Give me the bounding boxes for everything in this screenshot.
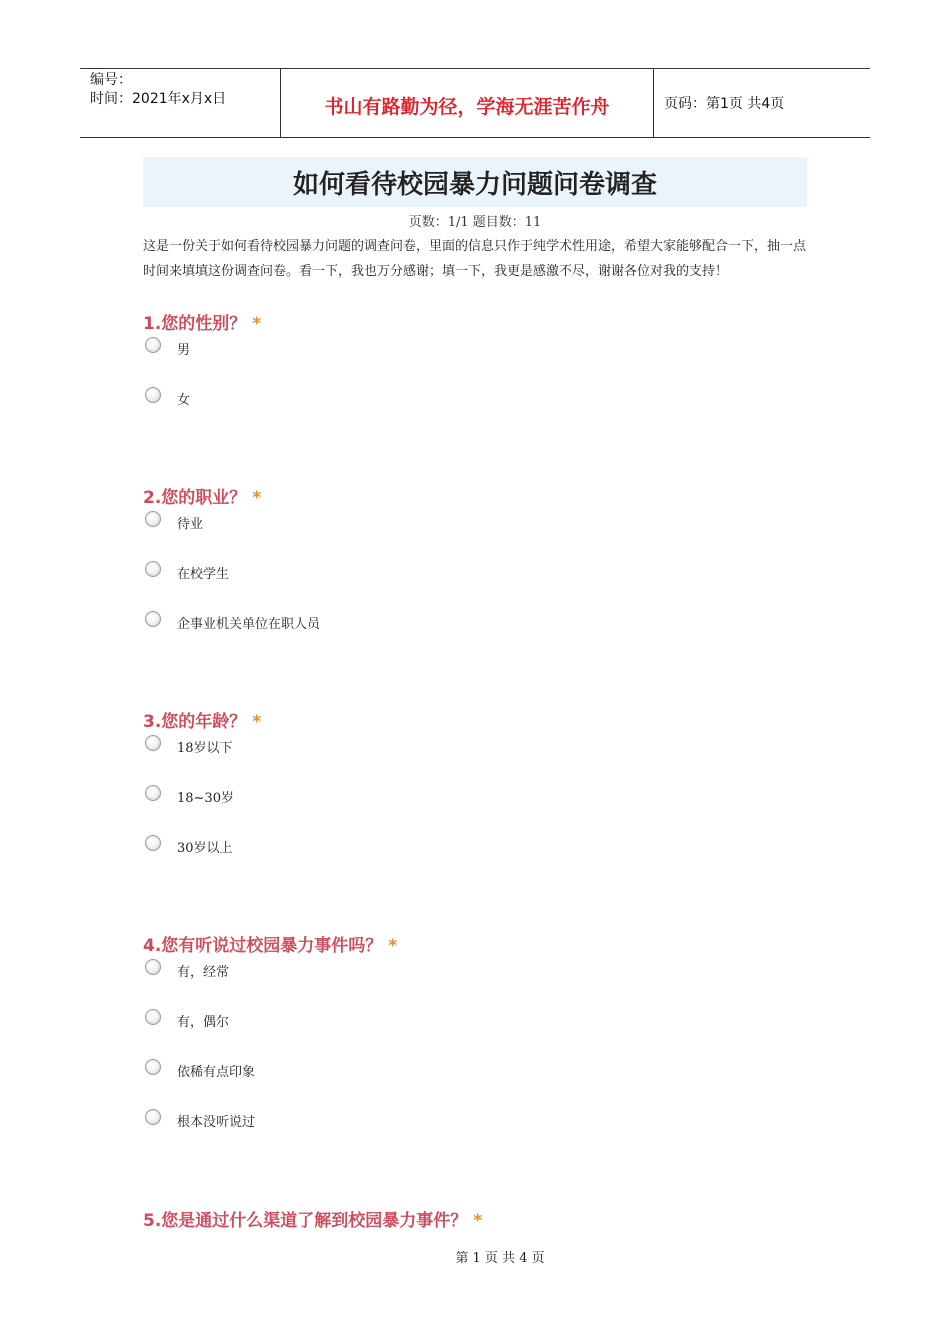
survey-intro: 这是一份关于如何看待校园暴力问题的调查问卷，里面的信息只作于纯学术性用途，希望大家能够配合一下，抽一点时间来填填这份调查问卷。看一下，我也万分感谢；填一下，我更是感激不尽，谢谢各位对我的支持！ xyxy=(143,239,807,279)
required-star: * xyxy=(252,488,262,508)
header-motto: 书山有路勤为径，学海无涯苦作舟 xyxy=(281,69,654,137)
radio-button[interactable] xyxy=(145,1059,161,1075)
option-label: 18~30岁 xyxy=(177,791,234,806)
question-5-title xyxy=(143,1206,482,1231)
radio-button[interactable] xyxy=(145,1109,161,1125)
option-label: 有，经常 xyxy=(177,965,230,980)
required-star: * xyxy=(252,712,262,732)
option-label: 企事业机关单位在职人员 xyxy=(177,617,321,632)
option-label: 男 xyxy=(177,343,191,358)
radio-button[interactable] xyxy=(145,1009,161,1025)
radio-button[interactable] xyxy=(145,959,161,975)
header-meta-cell xyxy=(80,69,281,137)
page-footer: 第 1 页 共 4 页 xyxy=(455,1251,545,1266)
question-3-text: 3.您的年龄？ xyxy=(143,712,247,732)
question-2-text: 2.您的职业？ xyxy=(143,488,247,508)
question-4-title xyxy=(143,931,397,956)
radio-button[interactable] xyxy=(145,511,161,527)
required-star: * xyxy=(473,1211,483,1231)
radio-button[interactable] xyxy=(145,785,161,801)
option-label: 有，偶尔 xyxy=(177,1015,230,1030)
required-star: * xyxy=(388,936,398,956)
option-label: 在校学生 xyxy=(177,567,230,582)
survey-title: 如何看待校园暴力问题问卷调查 xyxy=(143,157,807,207)
option-label: 女 xyxy=(177,393,191,408)
radio-button[interactable] xyxy=(145,835,161,851)
survey-meta: 页数：1/1 题目数：11 xyxy=(408,215,542,230)
option-label: 待业 xyxy=(177,517,204,532)
question-5-text: 5.您是通过什么渠道了解到校园暴力事件？ xyxy=(143,1211,468,1231)
document-header xyxy=(80,68,870,138)
required-star: * xyxy=(252,314,262,334)
question-4-text: 4.您有听说过校园暴力事件吗？ xyxy=(143,936,383,956)
question-2-title xyxy=(143,483,261,508)
number-label: 编号： xyxy=(90,72,132,88)
question-1-title xyxy=(143,309,261,334)
option-label: 依稀有点印象 xyxy=(177,1065,256,1080)
radio-button[interactable] xyxy=(145,611,161,627)
question-3-title xyxy=(143,707,261,732)
question-1-text: 1.您的性别？ xyxy=(143,314,247,334)
radio-button[interactable] xyxy=(145,387,161,403)
option-label: 18岁以下 xyxy=(177,741,233,756)
time-label: 时间：2021年x月x日 xyxy=(90,91,227,107)
radio-button[interactable] xyxy=(145,337,161,353)
header-page-info: 页码：第1页 共4页 xyxy=(664,96,785,112)
radio-button[interactable] xyxy=(145,735,161,751)
option-label: 根本没听说过 xyxy=(177,1115,256,1130)
radio-button[interactable] xyxy=(145,561,161,577)
option-label: 30岁以上 xyxy=(177,841,233,856)
